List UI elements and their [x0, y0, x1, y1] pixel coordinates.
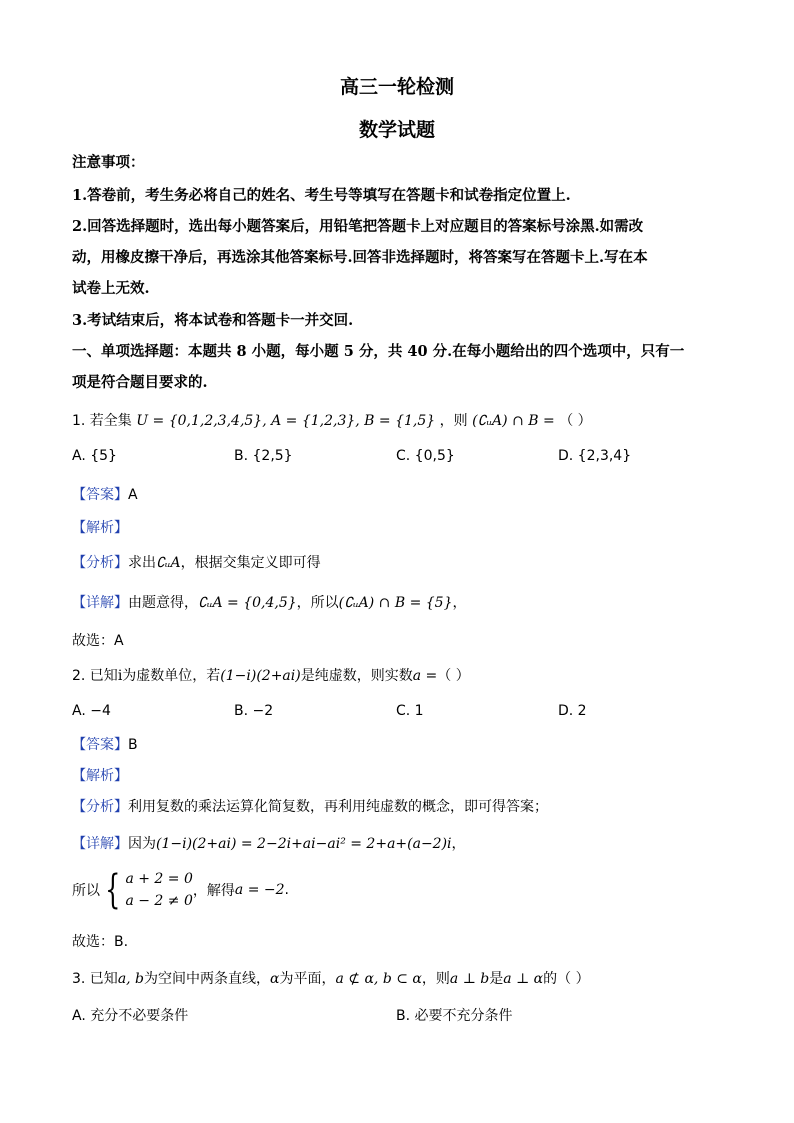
question-2-option-a: A. −4: [72, 703, 111, 719]
question-3-option-a: A. 充分不必要条件: [72, 1008, 189, 1024]
question-2-var: a =: [412, 668, 438, 684]
question-3-prefix: 3. 已知: [72, 971, 118, 987]
notes-heading: 注意事项：: [72, 154, 145, 171]
system-rows: [125, 868, 192, 912]
question-1-option-d: D. {2,3,4}: [558, 448, 632, 464]
question-2-detail: [72, 833, 466, 853]
note-1: 1.答卷前，考生务必将自己的姓名、考生号等填写在答题卡和试卷指定位置上.: [72, 187, 571, 204]
question-1-choose: 故选：A: [72, 633, 124, 649]
fenxi-formula: ∁ᵤA: [156, 555, 181, 571]
fenxi-text-b: ，根据交集定义即可得: [180, 555, 321, 571]
question-1-prefix: 1. 若全集: [72, 413, 132, 429]
note-3: 3.考试结束后，将本试卷和答题卡一并交回.: [72, 312, 354, 329]
detail-formula-1: ∁ᵤA = {0,4,5}: [198, 595, 297, 611]
detail-formula: (1−i)(2+ai) = 2−2i+ai−ai² = 2+a+(a−2)i: [156, 836, 452, 852]
question-2-mid-2: 是纯虚数，则实数: [300, 668, 413, 684]
question-1-option-c: C. {0,5}: [396, 448, 455, 464]
exam-title: 高三一轮检测: [339, 76, 454, 98]
section-heading-line-1: 一、单项选择题：本题共 8 小题，每小题 5 分，共 40 分.在每小题给出的四个选项中，只有一: [72, 343, 685, 360]
question-3-f1: a, b: [117, 971, 145, 987]
question-1-paren: （ ）: [559, 413, 592, 429]
question-3-f2: α: [270, 971, 280, 987]
question-3-option-b: B. 必要不充分条件: [396, 1008, 513, 1024]
question-2-choose: 故选：B.: [72, 934, 129, 950]
note-2-line-1: 2.回答选择题时，选出每小题答案后，用铅笔把答题卡上对应题目的答案标号涂黑.如需改: [72, 218, 644, 235]
note-2-line-2: 动，用橡皮擦干净后，再选涂其他答案标号.回答非选择题时，将答案写在答题卡上.写在本: [72, 249, 648, 266]
question-2-option-b: B. −2: [234, 703, 274, 719]
exam-subtitle: 数学试题: [358, 119, 435, 141]
question-1: [72, 410, 592, 430]
system-end: .: [284, 882, 289, 898]
question-1-option-a: A. {5}: [72, 448, 117, 464]
system-suffix: ，解得: [192, 883, 235, 899]
answer-value: A: [128, 487, 138, 503]
question-1-answer: [72, 484, 138, 504]
detail-text-a: 因为: [128, 836, 156, 852]
question-2-i: i: [117, 668, 123, 684]
question-2-option-c: C. 1: [396, 703, 424, 719]
question-3-mid-2: 为平面，: [279, 971, 336, 987]
question-3-mid-4: 是: [489, 971, 504, 987]
question-2-fenxi: [72, 796, 548, 816]
detail-text-a: 由题意得，: [128, 595, 198, 611]
answer-tag: 【答案】: [72, 737, 128, 753]
detail-text-c: ，: [451, 836, 466, 852]
analysis-tag: 【解析】: [72, 520, 128, 536]
question-3-f5: a ⊥ α: [503, 971, 544, 987]
question-3: [72, 968, 590, 988]
fenxi-tag: 【分析】: [72, 555, 128, 571]
detail-formula-2: (∁ᵤA) ∩ B = {5}: [338, 595, 453, 611]
system-row-1: a + 2 = 0: [125, 871, 193, 887]
detail-text-c: ，: [452, 595, 467, 611]
question-2-analysis-tag: [72, 765, 128, 785]
question-3-f4: a ⊥ b: [449, 971, 490, 987]
system-prefix: 所以: [72, 883, 100, 899]
question-2-paren: （ ）: [437, 668, 470, 684]
question-1-formula: U = {0,1,2,3,4,5}, A = {1,2,3}, B = {1,5}: [136, 413, 436, 429]
question-3-mid-3: ，则: [421, 971, 450, 987]
system-result: a = −2: [234, 882, 285, 898]
analysis-tag: 【解析】: [72, 768, 128, 784]
question-1-detail: [72, 592, 466, 612]
fenxi-text-a: 求出: [128, 555, 156, 571]
question-1-formula-2: (∁ᵤA) ∩ B =: [472, 413, 555, 429]
question-3-f3: a ⊄ α, b ⊂ α: [335, 971, 422, 987]
question-2-option-d: D. 2: [558, 703, 587, 719]
question-1-option-b: B. {2,5}: [234, 448, 293, 464]
question-3-mid-1: 为空间中两条直线，: [144, 971, 271, 987]
system-brace: {: [105, 867, 121, 913]
detail-tag: 【详解】: [72, 836, 128, 852]
question-2-system: [72, 868, 289, 918]
answer-tag: 【答案】: [72, 487, 128, 503]
question-1-analysis-tag: [72, 517, 128, 537]
question-3-mid-5: 的（ ）: [543, 971, 590, 987]
system-row-2: a − 2 ≠ 0: [125, 893, 193, 909]
question-2-answer: [72, 734, 138, 754]
question-1-suffix: ，则: [439, 413, 468, 429]
fenxi-text: 利用复数的乘法运算化简复数，再利用纯虚数的概念，即可得答案；: [128, 799, 548, 815]
question-1-fenxi: [72, 552, 321, 572]
question-2: [72, 665, 470, 685]
fenxi-tag: 【分析】: [72, 799, 128, 815]
question-2-formula: (1−i)(2+ai): [220, 668, 301, 684]
question-2-prefix: 2. 已知: [72, 668, 118, 684]
answer-value: B: [128, 737, 138, 753]
section-heading-line-2: 项是符合题目要求的.: [72, 374, 208, 391]
detail-text-b: ，所以: [296, 595, 339, 611]
detail-tag: 【详解】: [72, 595, 128, 611]
question-2-mid-1: 为虚数单位，若: [122, 668, 221, 684]
note-2-line-3: 试卷上无效.: [72, 280, 150, 297]
